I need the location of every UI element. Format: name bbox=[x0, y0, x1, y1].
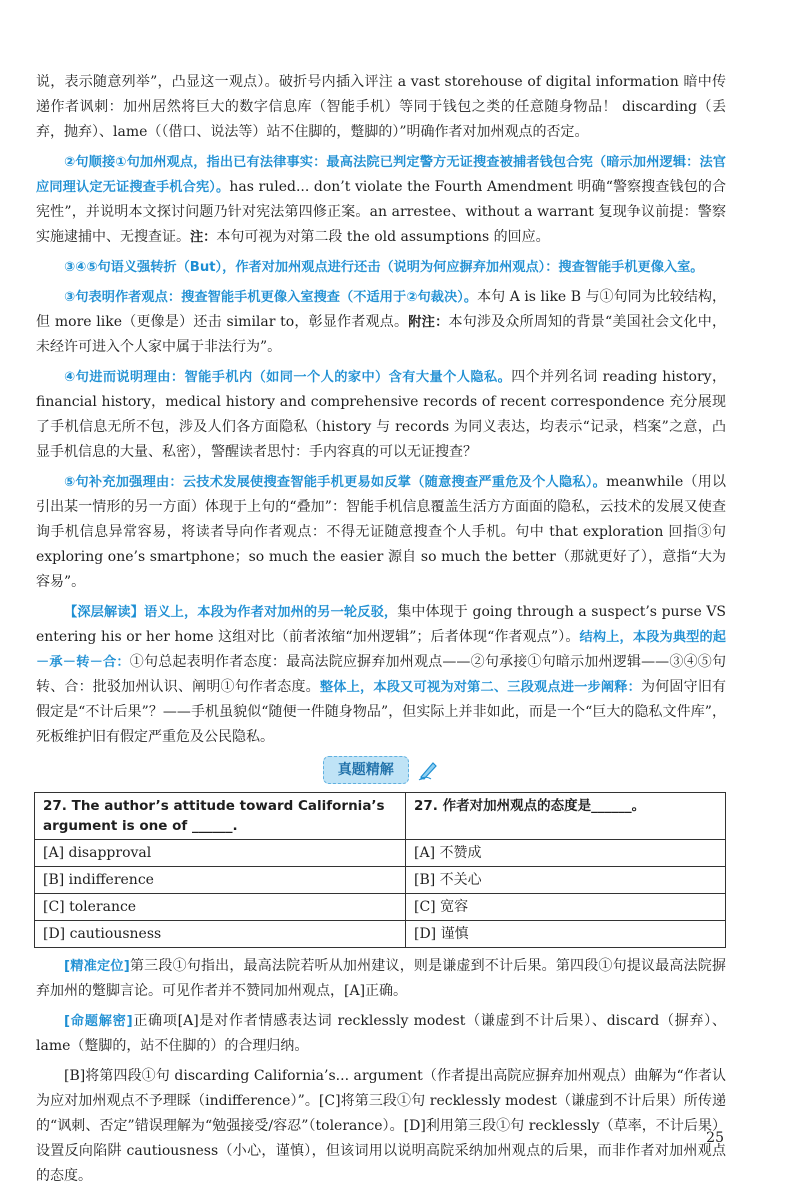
text-run: ①句总起表明作者态度：最高法院应摒弃加州观点——②句承接①句暗示加州逻辑——③④⑤句转、合：批驳加州认识、阐明①句作者态度。 bbox=[36, 654, 727, 695]
option-row bbox=[35, 840, 726, 867]
highlight-run: [命题解密] bbox=[64, 1014, 133, 1029]
option-a-cn: [A] 不赞成 bbox=[406, 840, 726, 867]
paragraph bbox=[36, 150, 726, 250]
text-run: 本句涉及众所周知的背景“美国社会文化中，未经许可进入个人家中属于非法行为”。 bbox=[36, 314, 726, 355]
highlight-run: ③④⑤句语义强转折（But），作者对加州观点进行还击（说明为何应摒弃加州观点）：搜查智能手机更像入室。 bbox=[64, 260, 704, 275]
paragraph bbox=[36, 1009, 726, 1059]
text-run: 本句可视为对第二段 the old assumptions 的回应。 bbox=[216, 229, 550, 245]
text-run: 说，表示随意列举”，凸显这一观点）。破折号内插入评注 a vast storehouse of digital information 暗中传递作者讽刺：加州居然将巨大的数字信息库（智能手机）等同于钱包之类的任意随身物品！ discarding（丢弃，抛弃）、lame（（借口、说法等）站不住脚的，蹩脚的）”明确作者对加州观点的否定。 bbox=[36, 74, 726, 140]
pen-icon bbox=[417, 759, 439, 781]
highlight-run: ⑤句补充加强理由：云技术发展使搜查智能手机更易如反掌（随意搜查严重危及个人隐私）。 bbox=[64, 475, 607, 490]
highlight-run: 结构上，本段为典型的起－承－转－合： bbox=[36, 630, 726, 670]
question-stem-row bbox=[35, 793, 726, 840]
paragraph bbox=[36, 365, 726, 465]
answer-analysis bbox=[36, 954, 726, 1189]
question-stem-en: 27. The author’s attitude toward California’s argument is one of ______. bbox=[35, 793, 406, 840]
paragraph bbox=[36, 1064, 726, 1189]
text-run: 正确项[A]是对作者情感表达词 recklessly modest（谦虚到不计后果）、discard（摒弃）、lame（蹩脚的，站不住脚的）的合理归纳。 bbox=[36, 1013, 726, 1054]
highlight-run: ④句进而说明理由：智能手机内（如同一个人的家中）含有大量个人隐私。 bbox=[64, 370, 512, 385]
paragraph bbox=[36, 600, 726, 750]
text-run: has ruled... don’t violate the Fourth Amendment 明确“警察搜查钱包的合宪性”，并说明本文探讨问题乃针对宪法第四修正案。an arrestee、without a warrant 复现争议前提：警察实施逮捕中、无搜查证。 bbox=[36, 179, 726, 245]
section-title-wrap bbox=[36, 756, 726, 786]
paragraph bbox=[36, 954, 726, 1004]
text-run: 四个并列名词 reading history，financial history，medical history and comprehensive records of recent correspondence 充分展现了手机信息无所不包，涉及人们各方面隐私（history 与 records 为同义表达，均表示“记录，档案”之意，凸显手机信息的大量、私密），警醒读者思忖：手内容真的可以无证搜查？ bbox=[36, 369, 726, 460]
content bbox=[36, 70, 726, 1194]
highlight-run: 附注： bbox=[408, 315, 449, 330]
question-table bbox=[34, 792, 726, 948]
paragraph bbox=[36, 255, 726, 280]
highlight-run: 整体上，本段又可视为对第二、三段观点进一步阐释： bbox=[319, 680, 642, 695]
option-c-cn: [C] 宽容 bbox=[406, 894, 726, 921]
option-b-cn: [B] 不关心 bbox=[406, 867, 726, 894]
text-run: 集中体现于 going through a suspect’s purse VS entering his or her home 这组对比（前者浓缩“加州逻辑”；后者体现“作者观点”）。 bbox=[36, 604, 727, 645]
text-run: [B]将第四段①句 discarding California’s... argument（作者提出高院应摒弃加州观点）曲解为“作者认为应对加州观点不予理睬（indifference）”。[C]将第三段①句 recklessly modest（谦虚到不计后果）所传递的“讽刺、否定”错误理解为“勉强接受/容忍”（tolerance）。[D]利用第三段①句 recklessly（草率，不计后果）设置反向陷阱 cautiousness（小心，谨慎），但该词用以说明高院采纳加州观点的后果，而非作者对加州观点的态度。 bbox=[36, 1068, 726, 1184]
paragraph bbox=[36, 285, 726, 360]
page-number: 25 bbox=[706, 1130, 724, 1146]
text-run: 第三段①句指出，最高法院若听从加州建议，则是谦虚到不计后果。第四段①句提议最高法院摒弃加州的蹩脚言论。可见作者并不赞同加州观点，[A]正确。 bbox=[36, 958, 726, 999]
option-d-cn: [D] 谨慎 bbox=[406, 921, 726, 948]
question-stem-cn: 27. 作者对加州观点的态度是______。 bbox=[406, 793, 726, 840]
option-row bbox=[35, 921, 726, 948]
option-row bbox=[35, 894, 726, 921]
section-title: 真题精解 bbox=[323, 756, 409, 784]
option-a-en: [A] disapproval bbox=[35, 840, 406, 867]
highlight-run: 注： bbox=[190, 230, 217, 245]
option-c-en: [C] tolerance bbox=[35, 894, 406, 921]
highlight-run: ③句表明作者观点：搜查智能手机更像入室搜查（不适用于②句裁决）。 bbox=[64, 290, 478, 305]
option-row bbox=[35, 867, 726, 894]
paragraph bbox=[36, 470, 726, 595]
highlight-run: 语义上，本段为作者对加州的另一轮反驳， bbox=[143, 605, 398, 620]
option-d-en: [D] cautiousness bbox=[35, 921, 406, 948]
text-run: meanwhile（用以引出某一情形的另一方面）体现于上句的“叠加”：智能手机信息覆盖生活方方面面的隐私，云技术的发展又使查询手机信息异常容易，将读者导向作者观点：不得无证随意搜查个人手机。句中 that exploration 回指③句 exploring one’s smartphone；so much the easier 源自 so much the better（那就更好了），意指“大为容易”。 bbox=[36, 474, 726, 590]
highlight-run: ②句顺接①句加州观点，指出已有法律事实：最高法院已判定警方无证搜查被捕者钱包合宪（暗示加州逻辑：法官应同理认定无证搜查手机合宪）。 bbox=[36, 155, 726, 195]
option-b-en: [B] indifference bbox=[35, 867, 406, 894]
highlight-run: [精准定位] bbox=[64, 959, 130, 974]
paragraph bbox=[36, 70, 726, 145]
passage-analysis bbox=[36, 70, 726, 750]
text-run: 本句 A is like B 与①句同为比较结构，但 more like（更像是）还击 similar to，彰显作者观点。 bbox=[36, 289, 726, 330]
highlight-run: 【深层解读】 bbox=[64, 605, 144, 620]
text-run: 为何固守旧有假定是“不计后果”？——手机虽貌似“随便一件随身物品”，但实际上并非如此，而是一个“巨大的隐私文件库”，死板维护旧有假定严重危及公民隐私。 bbox=[36, 679, 727, 745]
